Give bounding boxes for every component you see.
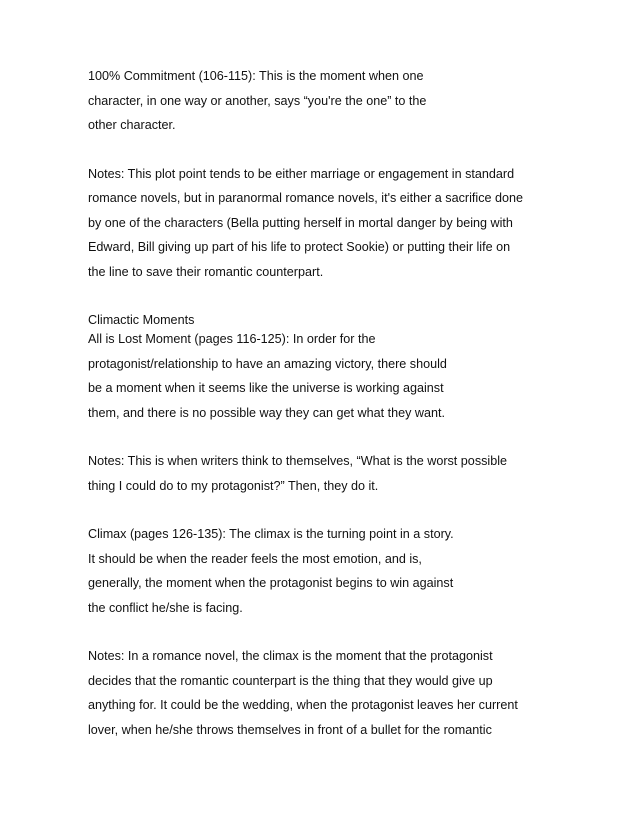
- paragraph-gap: [88, 290, 608, 314]
- text-line: Edward, Bill giving up part of his life to protect Sookie) or putting their life on: [88, 240, 511, 254]
- text-line: the conflict he/she is facing.: [88, 600, 243, 615]
- paragraph-commitment: [88, 70, 608, 132]
- text-line: the line to save their romantic counterpart.: [88, 264, 324, 279]
- text-line: lover, when he/she throws themselves in front of a bullet for the romantic: [88, 722, 492, 737]
- paragraph-all-is-lost: [88, 314, 608, 420]
- text-line: 100% Commitment (106-115): This is the moment when one: [88, 69, 424, 83]
- text-line: anything for. It could be the wedding, when the protagonist leaves her current: [88, 698, 518, 712]
- paragraph-gap: [88, 144, 608, 168]
- text-line: other character.: [88, 118, 176, 132]
- document-body: [88, 70, 608, 748]
- text-line: romance novels, but in paranormal romance novels, it's either a sacrifice done: [88, 191, 524, 205]
- paragraph-gap: [88, 626, 608, 650]
- paragraph-gap: [88, 504, 608, 528]
- text-line: by one of the characters (Bella putting herself in mortal danger by being with: [88, 215, 513, 230]
- text-line: Notes: This is when writers think to themselves, “What is the worst possible: [88, 454, 508, 468]
- text-line: Notes: This plot point tends to be either marriage or engagement in standard: [88, 166, 515, 181]
- text-line: It should be when the reader feels the most emotion, and is,: [88, 551, 422, 566]
- text-line: character, in one way or another, says “you're the one” to the: [88, 93, 427, 108]
- text-line: Climax (pages 126-135): The climax is the turning point in a story.: [88, 527, 454, 541]
- text-line: All is Lost Moment (pages 116-125): In order for the: [88, 332, 376, 346]
- paragraph-climax: [88, 528, 608, 615]
- text-line: them, and there is no possible way they can get what they want.: [88, 405, 446, 420]
- section-heading: Climactic Moments: [88, 313, 195, 327]
- paragraph-all-is-lost-notes: [88, 455, 608, 493]
- paragraph-gap: [88, 431, 608, 455]
- paragraph-climax-notes: [88, 650, 608, 737]
- text-line: generally, the moment when the protagonist begins to win against: [88, 576, 454, 590]
- text-line: thing I could do to my protagonist?” Then, they do it.: [88, 478, 379, 493]
- text-line: be a moment when it seems like the universe is working against: [88, 381, 444, 395]
- text-line: decides that the romantic counterpart is the thing that they would give up: [88, 673, 493, 688]
- text-line: Notes: In a romance novel, the climax is the moment that the protagonist: [88, 649, 493, 663]
- text-line: protagonist/relationship to have an amazing victory, there should: [88, 356, 447, 371]
- paragraph-commitment-notes: [88, 168, 608, 279]
